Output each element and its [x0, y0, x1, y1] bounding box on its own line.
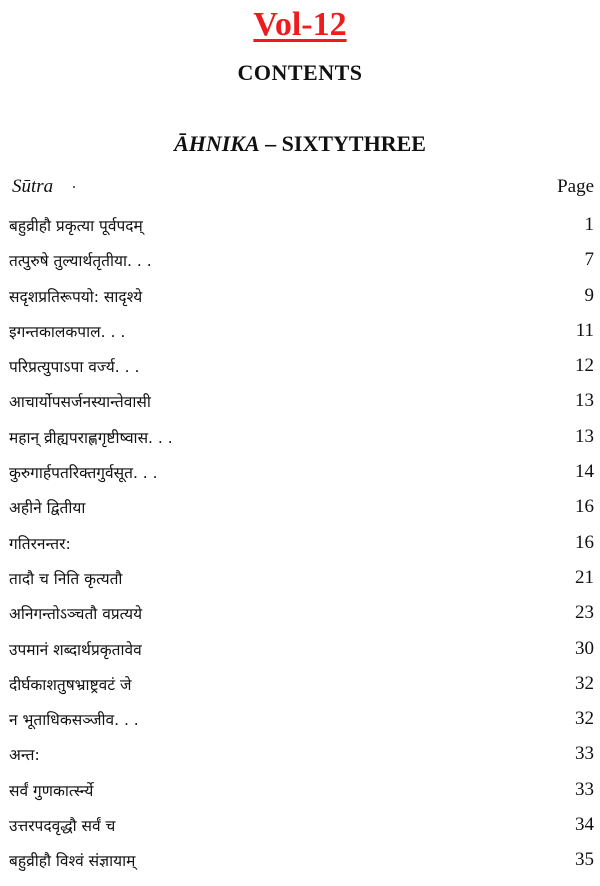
sutra-name: दीर्घकाशतुषभ्राष्ट्रवटं जे	[9, 675, 132, 694]
sutra-name: उपमानं शब्दार्थप्रकृतावेव	[9, 640, 142, 659]
sutra-name: कुरुगार्हपतरिक्तगुर्वसूत. . .	[9, 464, 158, 483]
sutra-name: तत्पुरुषे तुल्यार्थतृतीया. . .	[9, 252, 152, 271]
page-number: 35	[575, 849, 594, 871]
page-number: 16	[575, 531, 594, 553]
page-number: 32	[575, 708, 594, 730]
contents-entry	[0, 777, 600, 812]
sutra-name: अहीने द्वितीया	[9, 499, 86, 518]
volume-title	[0, 6, 600, 44]
section-heading-italic: ĀHNIKA	[174, 131, 260, 156]
contents-entry	[0, 318, 600, 353]
column-header-sutra: Sūtra	[12, 176, 54, 197]
sutra-name: आचार्योपसर्जनस्यान्तेवासी	[9, 393, 151, 412]
page-number: 34	[575, 814, 594, 836]
column-header-page: Page	[557, 176, 594, 197]
sutra-name: सदृशप्रतिरूपयो: सादृश्ये	[9, 287, 143, 306]
contents-entry	[0, 812, 600, 847]
sutra-name: उत्तरपदवृद्धौ सर्वं च	[9, 817, 116, 836]
contents-entry	[0, 247, 600, 282]
contents-entry	[0, 706, 600, 741]
sutra-name: गतिरनन्तर:	[9, 534, 71, 553]
contents-heading: CONTENTS	[237, 60, 363, 85]
page-number: 33	[575, 743, 594, 765]
sutra-name: अन्त:	[9, 746, 40, 765]
page-number: 14	[575, 461, 594, 483]
print-speck	[73, 186, 75, 188]
page-number: 13	[575, 390, 594, 412]
page-number: 32	[575, 672, 594, 694]
contents-list	[0, 212, 600, 883]
page-number: 21	[575, 566, 594, 588]
page-number: 1	[584, 214, 594, 235]
contents-entry	[0, 565, 600, 600]
page-number: 11	[575, 319, 594, 341]
sutra-name: अनिगन्तोऽञ्चतौ वप्रत्यये	[9, 605, 143, 624]
sutra-name: महान् व्रीह्यपराह्णगृष्टीष्वास. . .	[9, 428, 173, 447]
contents-entry	[0, 671, 600, 706]
contents-entry	[0, 847, 600, 882]
page-number: 9	[584, 284, 594, 306]
page-number: 33	[575, 778, 594, 800]
contents-entry	[0, 600, 600, 635]
section-heading-rest: – SIXTYTHREE	[259, 131, 426, 156]
contents-entry	[0, 283, 600, 318]
contents-entry	[0, 212, 600, 247]
contents-entry	[0, 459, 600, 494]
page-number: 30	[575, 637, 594, 659]
page-number: 12	[575, 355, 594, 377]
contents-entry	[0, 494, 600, 529]
sutra-name: बहुव्रीहौ विश्वं संज्ञायाम्	[9, 852, 136, 871]
contents-entry	[0, 636, 600, 671]
section-heading	[0, 131, 600, 157]
contents-entry	[0, 741, 600, 776]
contents-entry	[0, 388, 600, 423]
volume-title-text: Vol-12	[253, 6, 347, 43]
sutra-name: इगन्तकालकपाल. . .	[9, 322, 126, 341]
sutra-name: परिप्रत्युपाऽपा वर्ज्य. . .	[9, 358, 140, 377]
contents-entry	[0, 424, 600, 459]
contents-entry	[0, 530, 600, 565]
page-number: 13	[575, 425, 594, 447]
contents-entry	[0, 353, 600, 388]
sutra-name: बहुव्रीहौ प्रकृत्या पूर्वपदम्	[9, 217, 143, 235]
page-number: 16	[575, 496, 594, 518]
page-number: 23	[575, 602, 594, 624]
sutra-name: तादौ च निति कृत्यतौ	[9, 569, 123, 588]
page-number: 7	[584, 249, 594, 271]
sutra-name: न भूताधिकसञ्जीव. . .	[9, 711, 139, 730]
sutra-name: सर्वं गुणकार्त्स्न्ये	[9, 781, 94, 800]
